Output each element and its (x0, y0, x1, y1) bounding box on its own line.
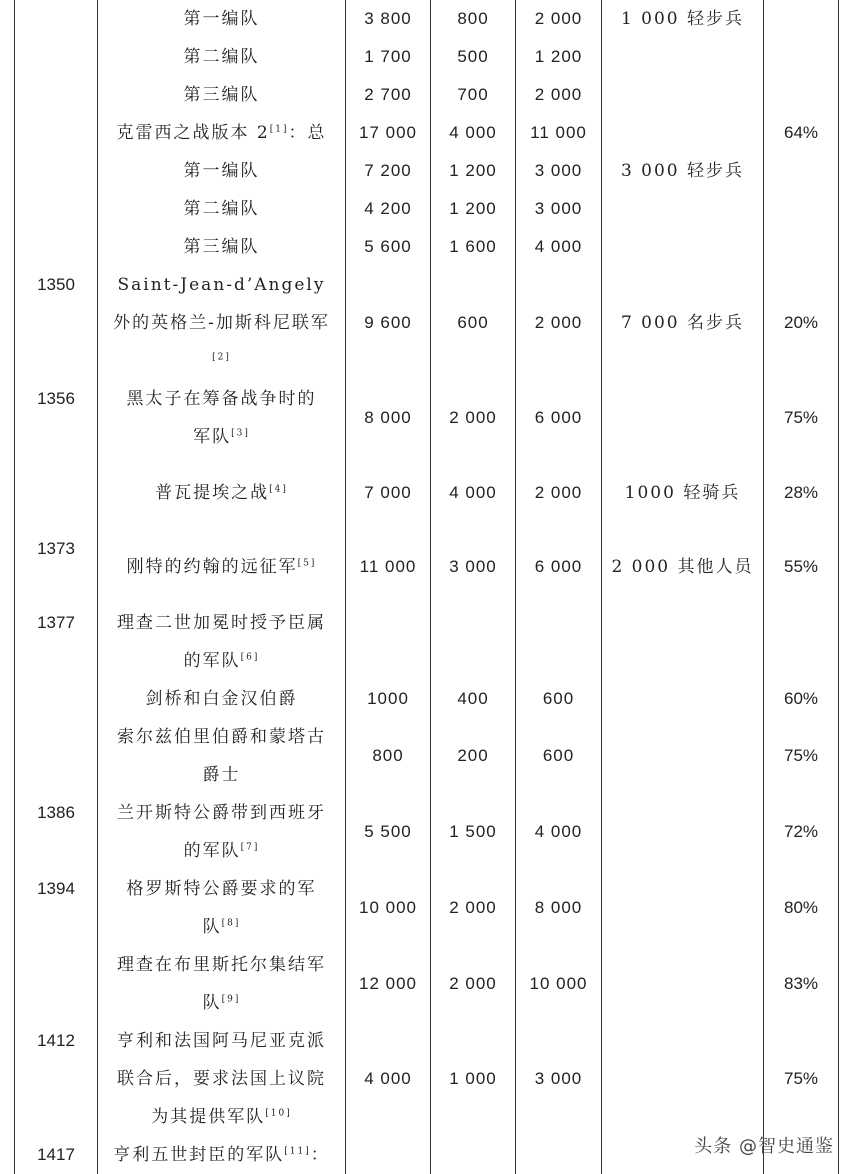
total-cell (346, 1136, 431, 1174)
note-cell: 1 000 轻步兵 (602, 0, 764, 38)
infantry-cell: 2 000 (516, 456, 602, 530)
footnote-ref: [5] (297, 558, 317, 569)
total-cell: 5 600 (346, 228, 431, 266)
cavalry-cell: 3 000 (431, 530, 516, 604)
note-cell: 3 000 轻步兵 (602, 152, 764, 190)
description-tail: ： (310, 1145, 330, 1165)
percent-cell: 55% (764, 530, 839, 604)
percent-cell: 20% (764, 266, 839, 380)
year-cell (15, 114, 98, 152)
cavalry-cell: 1 600 (431, 228, 516, 266)
description-text: 格罗斯特公爵要求的军队 (126, 879, 317, 937)
description-cell (98, 456, 346, 530)
infantry-cell: 3 000 (516, 152, 602, 190)
infantry-cell (516, 1136, 602, 1174)
table-row (15, 870, 839, 946)
description-text: 刚特的约翰的远征军 (126, 557, 298, 577)
watermark: 头条 @智史通鉴 (694, 1136, 834, 1157)
description-text: 第二编队 (183, 47, 260, 67)
note-cell (602, 604, 764, 680)
year-cell (15, 152, 98, 190)
description-text: 理查二世加冕时授予臣属的军队 (117, 613, 326, 671)
description-cell (98, 0, 346, 38)
infantry-cell: 8 000 (516, 870, 602, 946)
cavalry-cell: 2 000 (431, 946, 516, 1022)
total-cell: 4 000 (346, 1022, 431, 1136)
description-cell (98, 190, 346, 228)
description-text: 第一编队 (183, 161, 260, 181)
description-tail: ：总 (288, 123, 327, 143)
infantry-cell: 3 000 (516, 1022, 602, 1136)
year-cell (15, 718, 98, 794)
total-cell: 800 (346, 718, 431, 794)
year-cell: 1412 (15, 1022, 98, 1136)
cavalry-cell: 700 (431, 76, 516, 114)
cavalry-cell: 200 (431, 718, 516, 794)
description-text: 剑桥和白金汉伯爵 (145, 689, 298, 709)
description-cell (98, 870, 346, 946)
total-cell: 5 500 (346, 794, 431, 870)
table-row (15, 76, 839, 114)
cavalry-cell: 400 (431, 680, 516, 718)
description-cell (98, 228, 346, 266)
total-cell: 11 000 (346, 530, 431, 604)
cavalry-cell: 2 000 (431, 870, 516, 946)
percent-cell (764, 152, 839, 190)
table-row (15, 114, 839, 152)
year-cell: 1377 (15, 604, 98, 680)
percent-cell (764, 604, 839, 680)
footnote-ref: [11] (284, 1146, 311, 1157)
description-text: 克雷西之战版本 2 (116, 123, 270, 143)
description-text: 第三编队 (183, 237, 260, 257)
cavalry-cell: 600 (431, 266, 516, 380)
note-cell: 7 000 名步兵 (602, 266, 764, 380)
description-cell (98, 1136, 346, 1174)
footnote-ref: [8] (221, 918, 241, 929)
description-cell (98, 946, 346, 1022)
description-cell (98, 152, 346, 190)
description-cell (98, 76, 346, 114)
year-cell (15, 76, 98, 114)
total-cell: 1000 (346, 680, 431, 718)
percent-cell: 72% (764, 794, 839, 870)
total-cell: 7 000 (346, 456, 431, 530)
description-cell (98, 718, 346, 794)
year-cell: 1394 (15, 870, 98, 946)
description-cell (98, 266, 346, 380)
note-cell (602, 946, 764, 1022)
total-cell: 4 200 (346, 190, 431, 228)
note-cell (602, 718, 764, 794)
infantry-cell: 6 000 (516, 380, 602, 456)
infantry-cell (516, 604, 602, 680)
total-cell: 9 600 (346, 266, 431, 380)
description-cell (98, 794, 346, 870)
year-cell (15, 456, 98, 530)
infantry-cell: 10 000 (516, 946, 602, 1022)
year-cell (15, 38, 98, 76)
description-text: 兰开斯特公爵带到西班牙的军队 (117, 803, 326, 861)
infantry-cell: 1 200 (516, 38, 602, 76)
infantry-cell: 600 (516, 680, 602, 718)
cavalry-cell: 500 (431, 38, 516, 76)
year-cell: 1386 (15, 794, 98, 870)
footnote-ref: [9] (221, 994, 241, 1005)
description-text: 第一编队 (183, 9, 260, 29)
total-cell: 17 000 (346, 114, 431, 152)
footnote-ref: [6] (240, 652, 260, 663)
footnote-ref: [2] (212, 352, 231, 363)
year-cell: 1417 (15, 1136, 98, 1174)
note-cell (602, 114, 764, 152)
cavalry-cell: 1 200 (431, 152, 516, 190)
cavalry-cell: 2 000 (431, 380, 516, 456)
table-row (15, 718, 839, 794)
description-text: 第二编队 (183, 199, 260, 219)
total-cell: 1 700 (346, 38, 431, 76)
year-cell (15, 190, 98, 228)
description-cell (98, 114, 346, 152)
year-cell: 1373 (15, 530, 98, 604)
infantry-cell: 3 000 (516, 190, 602, 228)
footnote-ref: [10] (265, 1108, 292, 1119)
cavalry-cell: 1 500 (431, 794, 516, 870)
year-cell (15, 946, 98, 1022)
percent-cell: 75% (764, 380, 839, 456)
table-row (15, 680, 839, 718)
footnote-ref: [1] (269, 124, 289, 135)
total-cell: 7 200 (346, 152, 431, 190)
note-cell (602, 190, 764, 228)
percent-cell: 83% (764, 946, 839, 1022)
cavalry-cell (431, 1136, 516, 1174)
infantry-cell: 4 000 (516, 228, 602, 266)
note-cell (602, 870, 764, 946)
infantry-cell: 2 000 (516, 0, 602, 38)
description-cell (98, 530, 346, 604)
infantry-cell: 6 000 (516, 530, 602, 604)
description-text: 普瓦提埃之战 (155, 483, 270, 503)
army-table (14, 0, 839, 1174)
description-text: 理查在布里斯托尔集结军队 (117, 955, 326, 1013)
table-row (15, 530, 839, 604)
year-cell (15, 0, 98, 38)
description-text: 亨利和法国阿马尼亚克派联合后，要求法国上议院为其提供军队 (117, 1031, 326, 1127)
note-cell (602, 76, 764, 114)
note-cell: 1000 轻骑兵 (602, 456, 764, 530)
total-cell: 3 800 (346, 0, 431, 38)
total-cell: 12 000 (346, 946, 431, 1022)
year-cell: 1350 (15, 266, 98, 380)
percent-cell: 75% (764, 718, 839, 794)
description-text: 亨利五世封臣的军队 (113, 1145, 285, 1165)
table-row (15, 380, 839, 456)
percent-cell (764, 38, 839, 76)
percent-cell: 60% (764, 680, 839, 718)
total-cell: 2 700 (346, 76, 431, 114)
note-cell (602, 38, 764, 76)
note-cell (602, 1022, 764, 1136)
table-row (15, 1022, 839, 1136)
infantry-cell: 2 000 (516, 76, 602, 114)
percent-cell: 75% (764, 1022, 839, 1136)
percent-cell (764, 190, 839, 228)
infantry-cell: 600 (516, 718, 602, 794)
note-cell (602, 228, 764, 266)
note-cell (602, 680, 764, 718)
description-text: 黑太子在筹备战争时的军队 (126, 389, 317, 447)
cavalry-cell (431, 604, 516, 680)
description-cell (98, 38, 346, 76)
description-cell (98, 604, 346, 680)
total-cell: 10 000 (346, 870, 431, 946)
infantry-cell: 4 000 (516, 794, 602, 870)
description-cell (98, 1022, 346, 1136)
footnote-ref: [3] (231, 428, 250, 439)
table-row (15, 190, 839, 228)
description-cell (98, 380, 346, 456)
table-row (15, 228, 839, 266)
cavalry-cell: 4 000 (431, 114, 516, 152)
percent-cell (764, 228, 839, 266)
description-text: Saint-Jean-d’Angely 外的英格兰-加斯科尼联军 (113, 275, 330, 333)
year-cell (15, 680, 98, 718)
description-cell (98, 680, 346, 718)
table-row (15, 456, 839, 530)
table-row (15, 0, 839, 38)
percent-cell (764, 76, 839, 114)
footnote-ref: [7] (240, 842, 260, 853)
note-cell (602, 380, 764, 456)
table-row (15, 38, 839, 76)
total-cell: 8 000 (346, 380, 431, 456)
cavalry-cell: 800 (431, 0, 516, 38)
description-text: 第三编队 (183, 85, 260, 105)
percent-cell: 28% (764, 456, 839, 530)
percent-cell (764, 0, 839, 38)
table-row (15, 946, 839, 1022)
footnote-ref: [4] (269, 484, 288, 495)
table-row (15, 266, 839, 380)
year-cell (15, 228, 98, 266)
percent-cell: 80% (764, 870, 839, 946)
infantry-cell: 2 000 (516, 266, 602, 380)
infantry-cell: 11 000 (516, 114, 602, 152)
note-cell: 2 000 其他人员 (602, 530, 764, 604)
cavalry-cell: 1 000 (431, 1022, 516, 1136)
percent-cell: 64% (764, 114, 839, 152)
year-cell: 1356 (15, 380, 98, 456)
description-text: 索尔兹伯里伯爵和蒙塔古爵士 (117, 727, 326, 785)
table-row (15, 152, 839, 190)
cavalry-cell: 4 000 (431, 456, 516, 530)
note-cell (602, 794, 764, 870)
table-row (15, 604, 839, 680)
total-cell (346, 604, 431, 680)
table-row (15, 794, 839, 870)
cavalry-cell: 1 200 (431, 190, 516, 228)
